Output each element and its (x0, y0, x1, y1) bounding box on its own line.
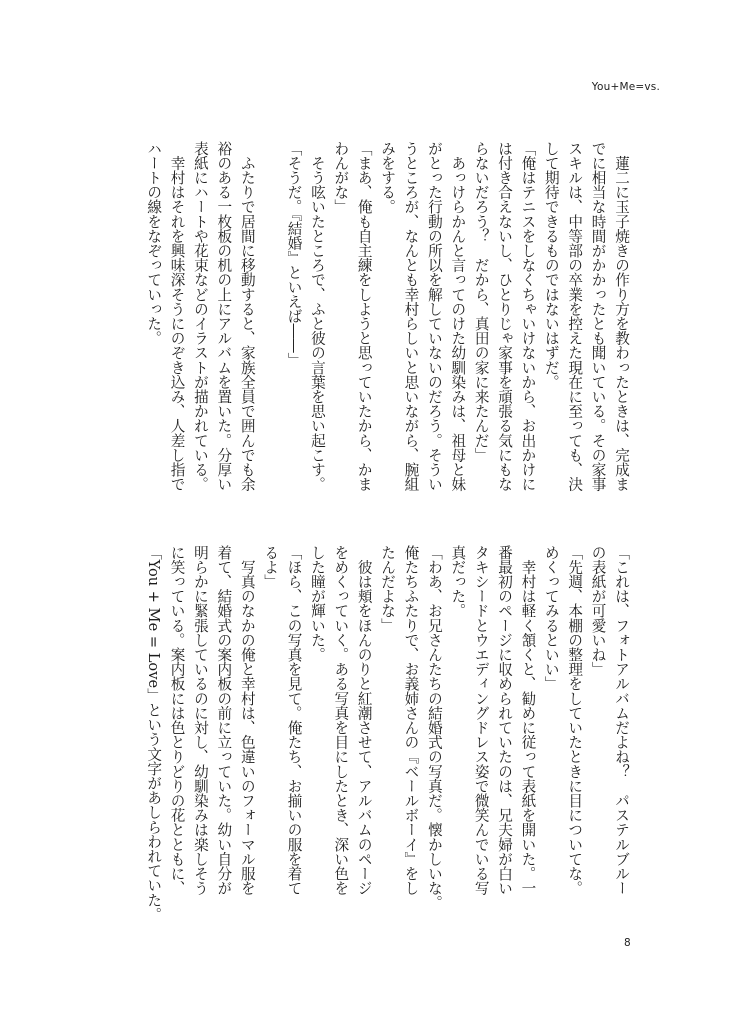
text-line: うところが、なんとも幸村らしいと思いながら、腕組 (402, 141, 420, 492)
text-line: スキルは、中等部の卒業を控えた現在に至っても、決 (566, 141, 584, 492)
text-line: 着て、結婚式の案内板の前に立っていた。幼い自分が (215, 545, 233, 896)
text-line: 「俺はテニスをしなくちゃいけないから、お出かけに (519, 141, 537, 492)
text-line: ハートの線をなぞっていった。 (145, 141, 163, 346)
text-line: 表紙にハートや花束などのイラストが描かれている。 (191, 141, 209, 492)
text-line: 明らかに緊張しているのに対し、幼馴染みは楽しそう (191, 545, 209, 896)
text-line: 「わあ、お兄さんたちの結婚式の写真だ。懐かしいな。 (425, 545, 443, 910)
text-line: 「これは、フォトアルバムだよね？ パステルブルー (613, 545, 630, 896)
text-line: 「You + Me = Love」という文字があしらわれていた。 (145, 545, 163, 922)
text-line: 真だった。 (449, 545, 467, 618)
text-line: たんだよな」 (379, 545, 397, 633)
text-line: るよ」 (262, 545, 280, 589)
text-line: 写真のなかの俺と幸村は、色違いのフォーマル服を (238, 545, 256, 896)
upper-text-block (142, 141, 633, 492)
text-line: 「まあ、俺も自主練をしようと思っていたから、かま (355, 141, 373, 492)
running-header-title: You+Me=vs. (591, 81, 660, 93)
text-line: 番最初のページに収められていたのは、兄夫婦が白い (496, 545, 514, 896)
text-line: 「ほら、この写真を見て。俺たち、お揃いの服を着て (285, 545, 303, 896)
text-line: 幸村は軽く頷くと、勧めに従って表紙を開いた。一 (519, 545, 537, 896)
text-line: がとった行動の所以を解していないのだろう。そうい (425, 141, 443, 492)
text-line: は付き合えないし、ひとりじゃ家事を頑張る気にもな (496, 141, 514, 492)
text-line: 蓮二に玉子焼きの作り方を教わったときは、完成ま (613, 141, 630, 492)
text-line: でに相当な時間がかかったとも聞いている。その家事 (589, 141, 607, 492)
text-line: をめくっていく。ある写真を目にしたとき、深い色を (332, 545, 350, 896)
text-line: わんがな」 (332, 141, 350, 214)
text-line: らないだろう？ だから、真田の家に来たんだ」 (472, 141, 490, 463)
text-line: 俺たちふたりで、お義姉さんの『ベールボーイ』をし (402, 545, 420, 896)
text-line: 彼は頬をほんのりと紅潮させて、アルバムのページ (355, 545, 373, 896)
text-line: めくってみるといい」 (542, 545, 560, 691)
text-line: に笑っている。案内板には色とりどりの花とともに、 (168, 545, 186, 896)
text-line: あっけらかんと言ってのけた幼馴染みは、祖母と妹 (449, 141, 467, 492)
text-line: そう呟いたところで、ふと彼の言葉を思い起こす。 (308, 141, 326, 492)
text-line: して期待できるものではないはずだ。 (542, 141, 560, 390)
text-line: みをする。 (379, 141, 397, 214)
text-line: 「先週、本棚の整理をしていたときに目についてな。 (566, 545, 584, 896)
page-number: 8 (624, 937, 631, 949)
text-line: タキシードとウエディングドレス姿で微笑んでいる写 (472, 545, 490, 896)
text-line: 幸村はそれを興味深そうにのぞき込み、人差し指で (168, 141, 186, 492)
text-line: 「そうだ。『結婚』といえば――」 (285, 141, 303, 368)
text-line: の表紙が可愛いね」 (589, 545, 607, 677)
text-line: した瞳が輝いた。 (308, 545, 326, 662)
text-line: 裕のある一枚板の机の上にアルバムを置いた。分厚い (215, 141, 233, 492)
lower-text-block (142, 545, 633, 922)
scene-break (259, 141, 282, 492)
text-line: ふたりで居間に移動すると、家族全員で囲んでも余 (238, 141, 256, 492)
